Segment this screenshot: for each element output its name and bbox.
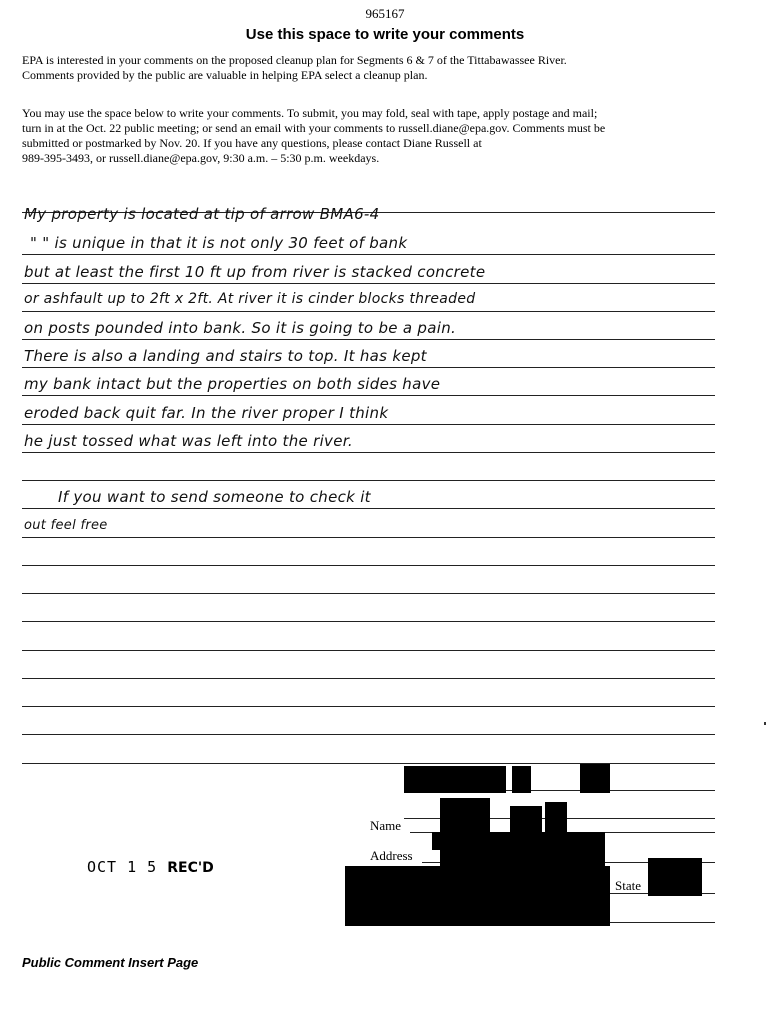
- handwritten-line: If you want to send someone to check it: [58, 488, 371, 506]
- redaction-block: [580, 764, 610, 793]
- rule-line: [22, 734, 715, 735]
- instruction-line: submitted or postmarked by Nov. 20. If you have any questions, please contact Diane Russell at: [22, 136, 482, 150]
- rule-line: [22, 452, 715, 453]
- footer-label: Public Comment Insert Page: [22, 955, 199, 970]
- name-label: Name: [370, 818, 402, 833]
- rule-line: [22, 650, 715, 651]
- page-heading: Use this space to write your comments: [245, 26, 525, 43]
- intro-line: Comments provided by the public are valuable in helping EPA select a cleanup plan.: [22, 68, 428, 82]
- rule-line: [22, 593, 715, 594]
- rule-line: [22, 480, 715, 481]
- redaction-block: [512, 766, 531, 793]
- rule-line: [22, 678, 715, 679]
- stamp-received: REC'D: [167, 860, 214, 876]
- handwritten-line: There is also a landing and stairs to top. It has kept: [24, 347, 427, 365]
- instruction-line: 989-395-3493, or russell.diane@epa.gov, 9:30 a.m. – 5:30 p.m. weekdays.: [22, 151, 380, 165]
- rule-line: [22, 339, 715, 340]
- handwritten-line: he just tossed what was left into the river.: [24, 432, 353, 450]
- rule-line: [22, 283, 715, 284]
- handwritten-line: or ashfault up to 2ft x 2ft. At river it is cinder blocks threaded: [24, 291, 476, 307]
- redaction-block: [345, 866, 610, 926]
- handwritten-line: but at least the first 10 ft up from river is stacked concrete: [24, 263, 486, 281]
- instruction-line: You may use the space below to write your comments. To submit, you may fold, seal with tape, apply postage and mail;: [22, 106, 598, 120]
- rule-line: [22, 424, 715, 425]
- handwritten-line: eroded back quit far. In the river proper I think: [24, 404, 389, 422]
- instructions-paragraph: [22, 106, 742, 166]
- rule-line: [22, 537, 715, 538]
- rule-line: [22, 621, 715, 622]
- rule-line: [22, 508, 715, 509]
- handwritten-line: " " is unique in that it is not only 30 feet of bank: [30, 234, 408, 252]
- instruction-line: turn in at the Oct. 22 public meeting; or send an email with your comments to russell.diane@epa.gov. Comments must be: [22, 121, 606, 135]
- state-label: State: [615, 878, 641, 893]
- intro-line: EPA is interested in your comments on the proposed cleanup plan for Segments 6 & 7 of the Tittabawassee River.: [22, 53, 567, 67]
- rule-line: [22, 565, 715, 566]
- redaction-block: [648, 858, 702, 896]
- redaction-block: [404, 766, 506, 793]
- rule-line: [22, 763, 715, 764]
- handwritten-line: on posts pounded into bank. So it is going to be a pain.: [24, 319, 457, 337]
- address-label: Address: [370, 848, 413, 863]
- redaction-block: [510, 806, 542, 832]
- handwritten-line: my bank intact but the properties on both sides have: [24, 375, 441, 393]
- handwritten-line: out feel free: [24, 518, 108, 533]
- redaction-block: [545, 802, 567, 832]
- scan-speck: [764, 722, 766, 725]
- rule-line: [22, 706, 715, 707]
- stamp-date: OCT 1 5: [87, 858, 158, 876]
- received-stamp: [87, 858, 214, 876]
- handwritten-line: My property is located at tip of arrow BMA6-4: [24, 205, 380, 223]
- redaction-block: [432, 832, 450, 850]
- rule-line: [22, 311, 715, 312]
- intro-paragraph: [22, 53, 742, 83]
- document-id: 965167: [365, 6, 405, 21]
- rule-line: [22, 367, 715, 368]
- rule-line: [22, 395, 715, 396]
- rule-line: [22, 254, 715, 255]
